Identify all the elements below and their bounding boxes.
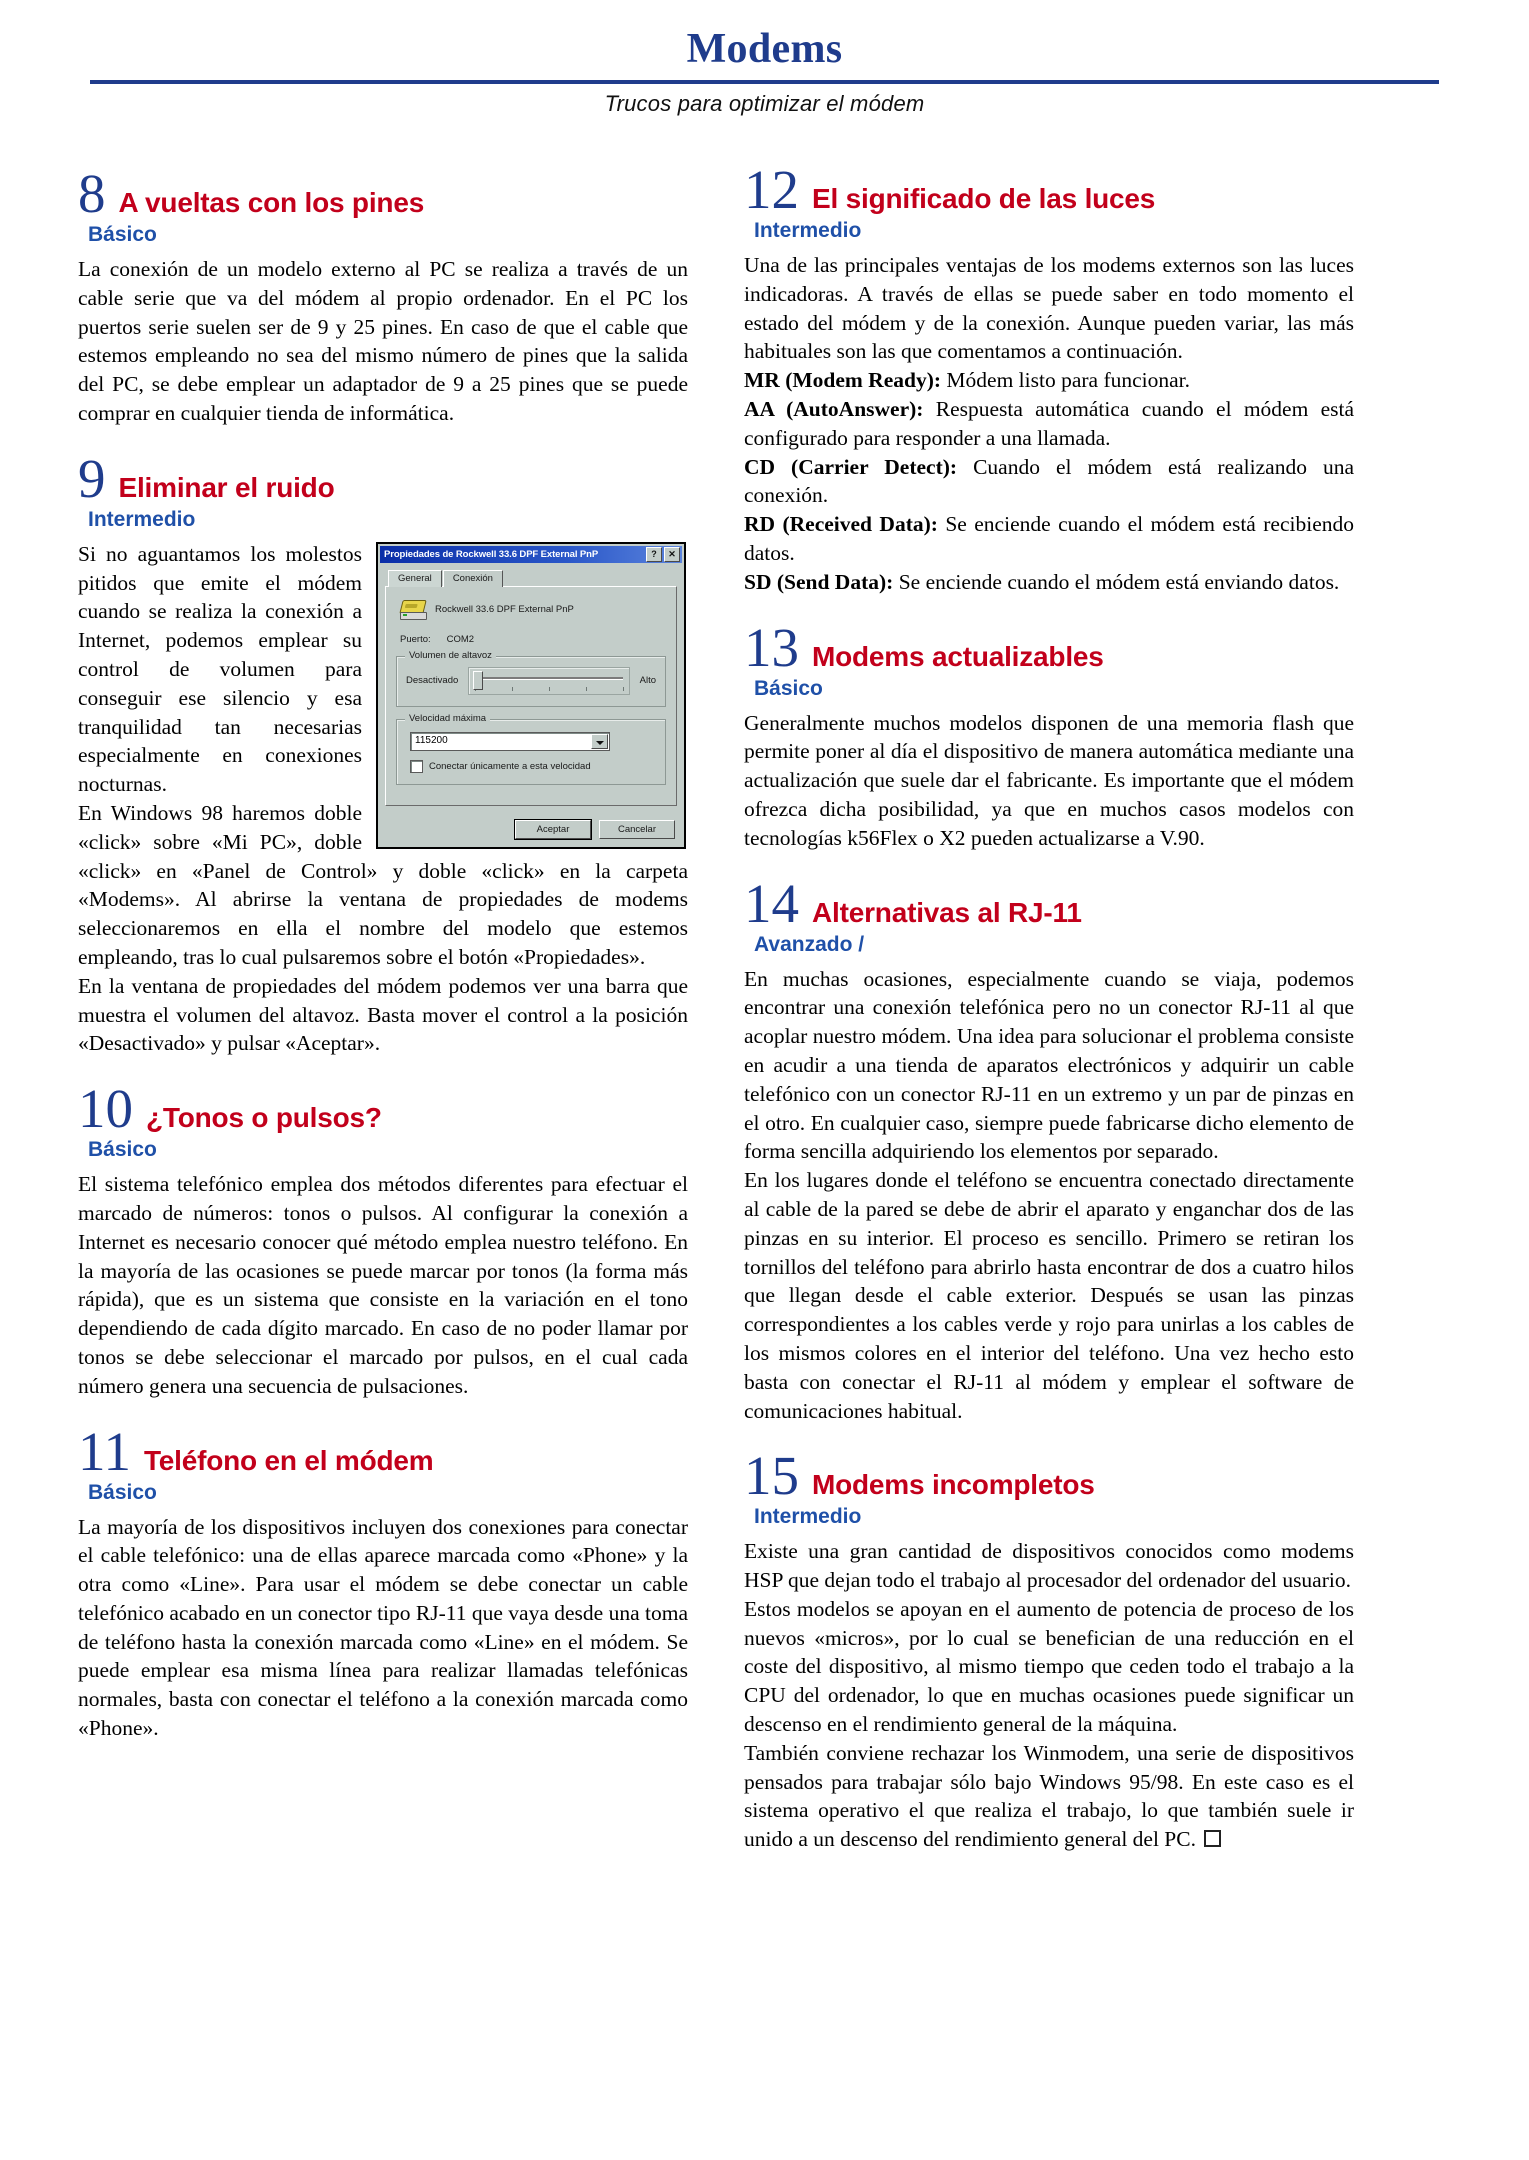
tip-body-15-p3	[744, 1739, 1354, 1854]
tip-body-9-p1: Si no aguantamos los molestos pitidos que emite el módem cuando se realiza la conexión a Internet, podemos emplear su control de volumen para conseguir ese silencio y esa tranquilidad tan necesarias especialmente en conexiones nocturnas.	[78, 541, 362, 797]
led-abbr-rd: RD (Received Data):	[744, 512, 938, 537]
tip-level-10: Básico	[88, 1138, 157, 1162]
led-item-aa	[744, 395, 1354, 453]
volume-slider-row	[406, 667, 656, 695]
tip-title-13: Modems actualizables	[812, 640, 1104, 672]
device-row	[400, 600, 666, 620]
page-subtitle: Trucos para optimizar el módem	[604, 91, 925, 116]
tip-number-15: 15	[744, 1445, 799, 1507]
tip-body-14-p1: En muchas ocasiones, especialmente cuando se viaja, podemos encontrar una conexión telefónica pero no un conector RJ-11 al que acoplar nuestro módem. Una idea para solucionar el problema consiste en acudir a una tienda de aparatos electrónicos y adquirir un cable telefónico con un conector RJ-11 en un extremo y un par de pinzas en el otro. En cualquier caso, siempre puede fabricarse dicho elemento de forma sencilla adquiriendo los elementos por separado.	[744, 966, 1354, 1164]
dialog-title: Propiedades de Rockwell 33.6 DPF External PnP	[384, 548, 599, 560]
led-abbr-aa: AA (AutoAnswer):	[744, 396, 924, 421]
tip-body-13-p1: Generalmente muchos modelos disponen de una memoria flash que permite poner al día el dispositivo de manera automática mediante una actualización que suele dar el fabricante. Es importante que el módem ofrezca dicha posibilidad, ya que en muchos casos modelos con tecnologías k56Flex o X2 pueden actualizarse a V.90.	[744, 710, 1354, 850]
speaker-volume-group	[396, 649, 666, 707]
tip-title-10: ¿Tonos o pulsos?	[146, 1102, 382, 1134]
volume-min-label: Desactivado	[406, 675, 459, 687]
port-value: COM2	[446, 633, 475, 645]
led-item-rd	[744, 510, 1354, 568]
tip-number-11: 11	[78, 1420, 131, 1482]
tip-title-8: A vueltas con los pines	[118, 187, 425, 218]
dialog-body	[378, 565, 684, 813]
volume-max-label: Alto	[639, 675, 656, 687]
dialog-footer	[378, 813, 684, 847]
connect-only-label: Conectar únicamente a esta velocidad	[429, 760, 591, 772]
dialog-tab-panel	[385, 586, 677, 806]
tip-heading-12	[744, 159, 1354, 220]
led-desc-mr: Módem listo para funcionar.	[941, 368, 1191, 393]
tip-level-9: Intermedio	[88, 507, 196, 531]
device-name: Rockwell 33.6 DPF External PnP	[435, 604, 574, 616]
tip-body-9-p3: En la ventana de propiedades del módem podemos ver una barra que muestra el volumen del altavoz. Basta mover el control a la posición «Desactivado» y pulsar «Aceptar».	[78, 973, 688, 1056]
tip-number-9: 9	[78, 447, 106, 509]
tip-level-11: Básico	[88, 1480, 157, 1504]
led-item-sd	[744, 568, 1354, 597]
tip-number-14: 14	[744, 872, 799, 934]
led-abbr-mr: MR (Modem Ready):	[744, 368, 942, 393]
tip-level-8: Básico	[88, 223, 157, 246]
modem-icon	[400, 600, 426, 620]
tab-conexion[interactable]: Conexión	[443, 570, 503, 587]
tip-heading-11	[78, 1420, 688, 1482]
volume-slider[interactable]	[468, 667, 629, 695]
led-desc-aa: Respuesta automática cuando el módem está configurado para responder a una llamada.	[744, 396, 1355, 450]
close-icon[interactable]: ✕	[664, 547, 680, 562]
tip-heading-13	[744, 616, 1354, 678]
volume-slider-thumb[interactable]	[473, 671, 483, 690]
dialog-window-buttons	[646, 547, 680, 562]
page-header	[78, 0, 1451, 117]
tip-level-13: Básico	[754, 676, 823, 700]
tip-number-12: 12	[744, 159, 799, 220]
modem-properties-dialog[interactable]	[376, 542, 686, 849]
cancel-button[interactable]: Cancelar	[599, 820, 675, 839]
max-speed-label: Velocidad máxima	[405, 713, 490, 724]
tip-body-10-p1: El sistema telefónico emplea dos métodos diferentes para efectuar el marcado de números: tonos o pulsos. Al configurar la conexión a Internet es necesario conocer qué método emplea nuestro teléfono. En la mayoría de las ocasiones se puede marcar por tonos (la forma más rápida), que es un sistema que consiste en la variación en el tono dependiendo de cada dígito marcado. En caso de no poder llamar por tonos se debe seleccionar el marcado por pulsos, en el cual cada número genera una secuencia de pulsaciones.	[78, 1172, 688, 1398]
page-title: Modems	[686, 26, 843, 72]
tip-title-15: Modems incompletos	[812, 1469, 1095, 1501]
tip-body-8-p1: La conexión de un modelo externo al PC se realiza a través de un cable serie que va del módem al propio ordenador. En el PC los puertos serie suelen ser de 9 y 25 pines. En caso de que el cable que estemos empleando no sea del mismo número de pines que la salida del PC, se debe emplear un adaptador de 9 a 25 pines que se puede comprar en cualquier tienda de informática.	[78, 257, 688, 425]
tip-number-8: 8	[78, 163, 106, 224]
dialog-tabs	[388, 570, 677, 587]
port-label: Puerto:	[400, 633, 431, 645]
end-of-article-marker	[1204, 1830, 1221, 1847]
tab-general[interactable]: General	[388, 570, 442, 587]
header-rule	[90, 80, 1439, 84]
led-desc-sd: Se enciende cuando el módem está enviando datos.	[893, 569, 1340, 594]
speed-dropdown[interactable]	[410, 732, 610, 751]
left-column	[78, 143, 688, 1743]
led-abbr-sd: SD (Send Data):	[744, 569, 894, 594]
tip-title-14: Alternativas al RJ-11	[812, 896, 1082, 928]
dialog-titlebar	[380, 546, 682, 563]
tip-heading-14	[744, 872, 1354, 934]
right-column	[744, 143, 1354, 1854]
help-button[interactable]: ?	[646, 547, 662, 562]
tip-heading-10	[78, 1078, 688, 1140]
tip-number-13: 13	[744, 616, 799, 678]
tip-heading-15	[744, 1445, 1354, 1507]
tip-title-11: Teléfono en el módem	[143, 1444, 434, 1476]
led-item-cd	[744, 453, 1354, 511]
led-desc-cd: Cuando el módem está realizando una conexión.	[744, 454, 1354, 508]
tip-body-12-p1: Una de las principales ventajas de los modems externos son las luces indicadoras. A través de ellas se puede saber en todo momento el estado del módem y de la conexión. Aunque pueden variar, las más habituales son las que comentamos a continuación.	[744, 253, 1354, 364]
tip-body-14-p2: En los lugares donde el teléfono se encuentra conectado directamente al cable de la pared se debe de abrir el aparato y enganchar dos de las pinzas en su interior. El proceso es sencillo. Primero se retiran los tornillos del teléfono para abrirlo hasta encontrar de dos a cuatro hilos que llegan desde el cable exterior. Después se usan las pinzas correspondientes a los cables verde y rojo para unirlas a los cables de los mismos colores en el interior del teléfono. Una vez hecho esto basta con conectar el RJ-11 al módem y emplear el software de comunicaciones habitual.	[744, 1168, 1354, 1423]
accept-button[interactable]: Aceptar	[515, 820, 591, 839]
slider-ticks	[475, 686, 622, 691]
tip-title-12: El significado de las luces	[812, 183, 1156, 214]
tip-body-15-p1: Existe una gran cantidad de dispositivos conocidos como modems HSP que dejan todo el trabajo al procesador del ordenador del usuario.	[744, 1539, 1354, 1593]
chevron-down-icon[interactable]	[591, 734, 608, 749]
tip-level-14: Avanzado /	[754, 932, 865, 956]
tip-body-15-p2: Estos modelos se apoyan en el aumento de potencia de proceso de los nuevos «micros», por lo cual se benefician de una reducción en el coste del dispositivo, al mismo tiempo que ceden todo el trabajo a la CPU del ordenador, lo que en muchas ocasiones puede significar un descenso en el rendimiento general de la máquina.	[744, 1596, 1354, 1737]
tip-title-9: Eliminar el ruido	[118, 471, 335, 503]
connect-only-row[interactable]	[410, 760, 656, 773]
led-desc-rd: Se enciende cuando el módem está recibiendo datos.	[744, 512, 1354, 565]
tip-level-12: Intermedio	[754, 219, 862, 242]
tip-level-15: Intermedio	[754, 1505, 862, 1529]
speaker-volume-label: Volumen de altavoz	[405, 650, 496, 661]
led-item-mr	[744, 366, 1354, 395]
tip-body-15-p3-text: También conviene rechazar los Winmodem, una serie de dispositivos pensados para trabajar sólo bajo Windows 95/98. En este caso es el sistema operativo el que realiza el trabajo, lo que también suele ir unido a un descenso del rendimiento general del PC.	[744, 1740, 1354, 1852]
led-abbr-cd: CD (Carrier Detect):	[744, 454, 958, 479]
tip-body-9-p2: En Windows 98 haremos doble «click» sobre «Mi PC», doble «click» en «Panel de Control» y doble «click» en la carpeta «Modems». Al abrirse la ventana de propiedades de modems seleccionaremos en ella el nombre del modelo que estemos empleando, tras lo cual pulsaremos sobre el botón «Propiedades».	[78, 800, 688, 969]
speed-value: 115200	[415, 734, 448, 746]
connect-only-checkbox[interactable]	[410, 760, 423, 773]
tip-heading-8	[78, 163, 688, 224]
port-row	[400, 634, 666, 645]
tip-heading-9	[78, 447, 688, 509]
tip-number-10: 10	[78, 1078, 133, 1140]
modem-properties-figure	[376, 542, 688, 849]
tip-body-11-p1: La mayoría de los dispositivos incluyen dos conexiones para conectar el cable telefónico: una de ellas aparece marcada como «Phone» y la otra como «Line». Para usar el módem se debe conectar un cable telefónico acabado en un conector tipo RJ-11 que vaya desde una toma de teléfono hasta la conexión marcada como «Line» en el módem. Se puede emplear esa misma línea para realizar llamadas telefónicas normales, basta con conectar el teléfono a la conexión marcada como «Phone».	[78, 1514, 688, 1741]
max-speed-group	[396, 712, 666, 785]
article-columns	[78, 143, 1451, 1854]
